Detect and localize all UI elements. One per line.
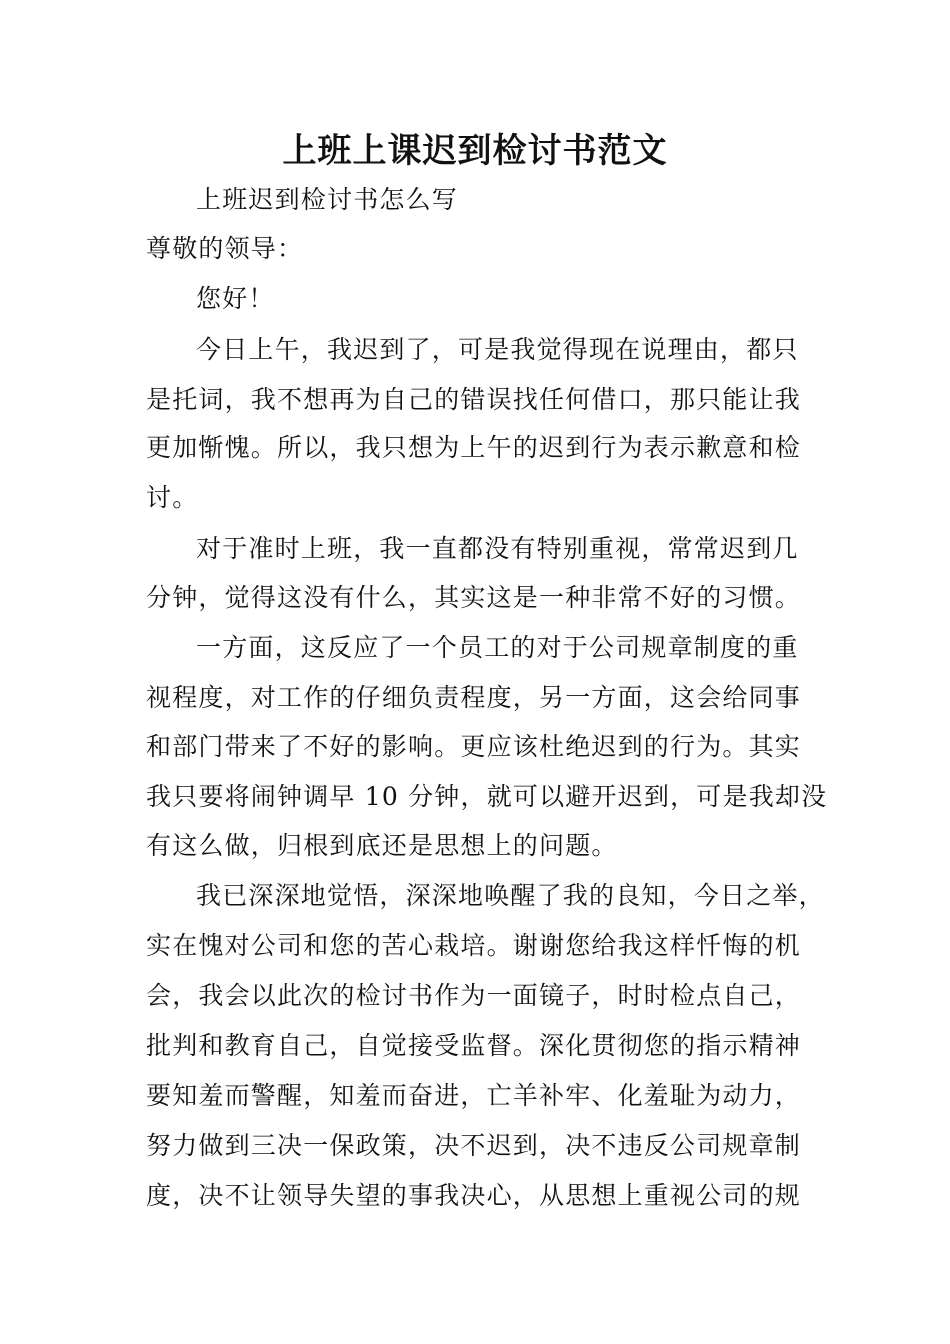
document-title: 上班上课迟到检讨书范文	[282, 131, 668, 171]
paragraph-line: 度，决不让领导失望的事我决心，从思想上重视公司的规	[146, 1181, 802, 1210]
paragraph-line: 更加惭愧。所以，我只想为上午的迟到行为表示歉意和检	[146, 433, 802, 462]
paragraph-line: 分钟，觉得这没有什么，其实这是一种非常不好的习惯。	[146, 583, 802, 612]
salutation: 尊敬的领导：	[146, 234, 304, 263]
paragraph-line: 会，我会以此次的检讨书作为一面镜子，时时检点自己，	[146, 981, 802, 1010]
paragraph-line: 有这么做，归根到底还是思想上的问题。	[146, 831, 618, 860]
paragraph-line: 一方面，这反应了一个员工的对于公司规章制度的重	[196, 633, 799, 662]
document-subtitle: 上班迟到检讨书怎么写	[196, 185, 459, 214]
paragraph-line: 要知羞而警醒，知羞而奋进，亡羊补牢、化羞耻为动力，	[146, 1081, 802, 1110]
paragraph-line: 和部门带来了不好的影响。更应该杜绝迟到的行为。其实	[146, 732, 802, 761]
paragraph-line: 对于准时上班，我一直都没有特别重视，常常迟到几	[196, 534, 799, 563]
paragraph-line: 努力做到三决一保政策，决不迟到，决不违反公司规章制	[146, 1131, 802, 1160]
paragraph-line: 今日上午，我迟到了，可是我觉得现在说理由，都只	[196, 335, 799, 364]
greeting: 您好！	[196, 284, 275, 313]
paragraph-line: 视程度，对工作的仔细负责程度，另一方面，这会给同事	[146, 683, 802, 712]
paragraph-line: 是托词，我不想再为自己的错误找任何借口，那只能让我	[146, 385, 802, 414]
paragraph-line: 批判和教育自己，自觉接受监督。深化贯彻您的指示精神	[146, 1031, 802, 1060]
paragraph-line: 实在愧对公司和您的苦心栽培。谢谢您给我这样忏悔的机	[146, 931, 802, 960]
paragraph-line: 讨。	[146, 483, 199, 512]
paragraph-line: 我只要将闹钟调早 10 分钟，就可以避开迟到，可是我却没	[146, 782, 828, 811]
paragraph-line: 我已深深地觉悟，深深地唤醒了我的良知，今日之举，	[196, 881, 825, 910]
